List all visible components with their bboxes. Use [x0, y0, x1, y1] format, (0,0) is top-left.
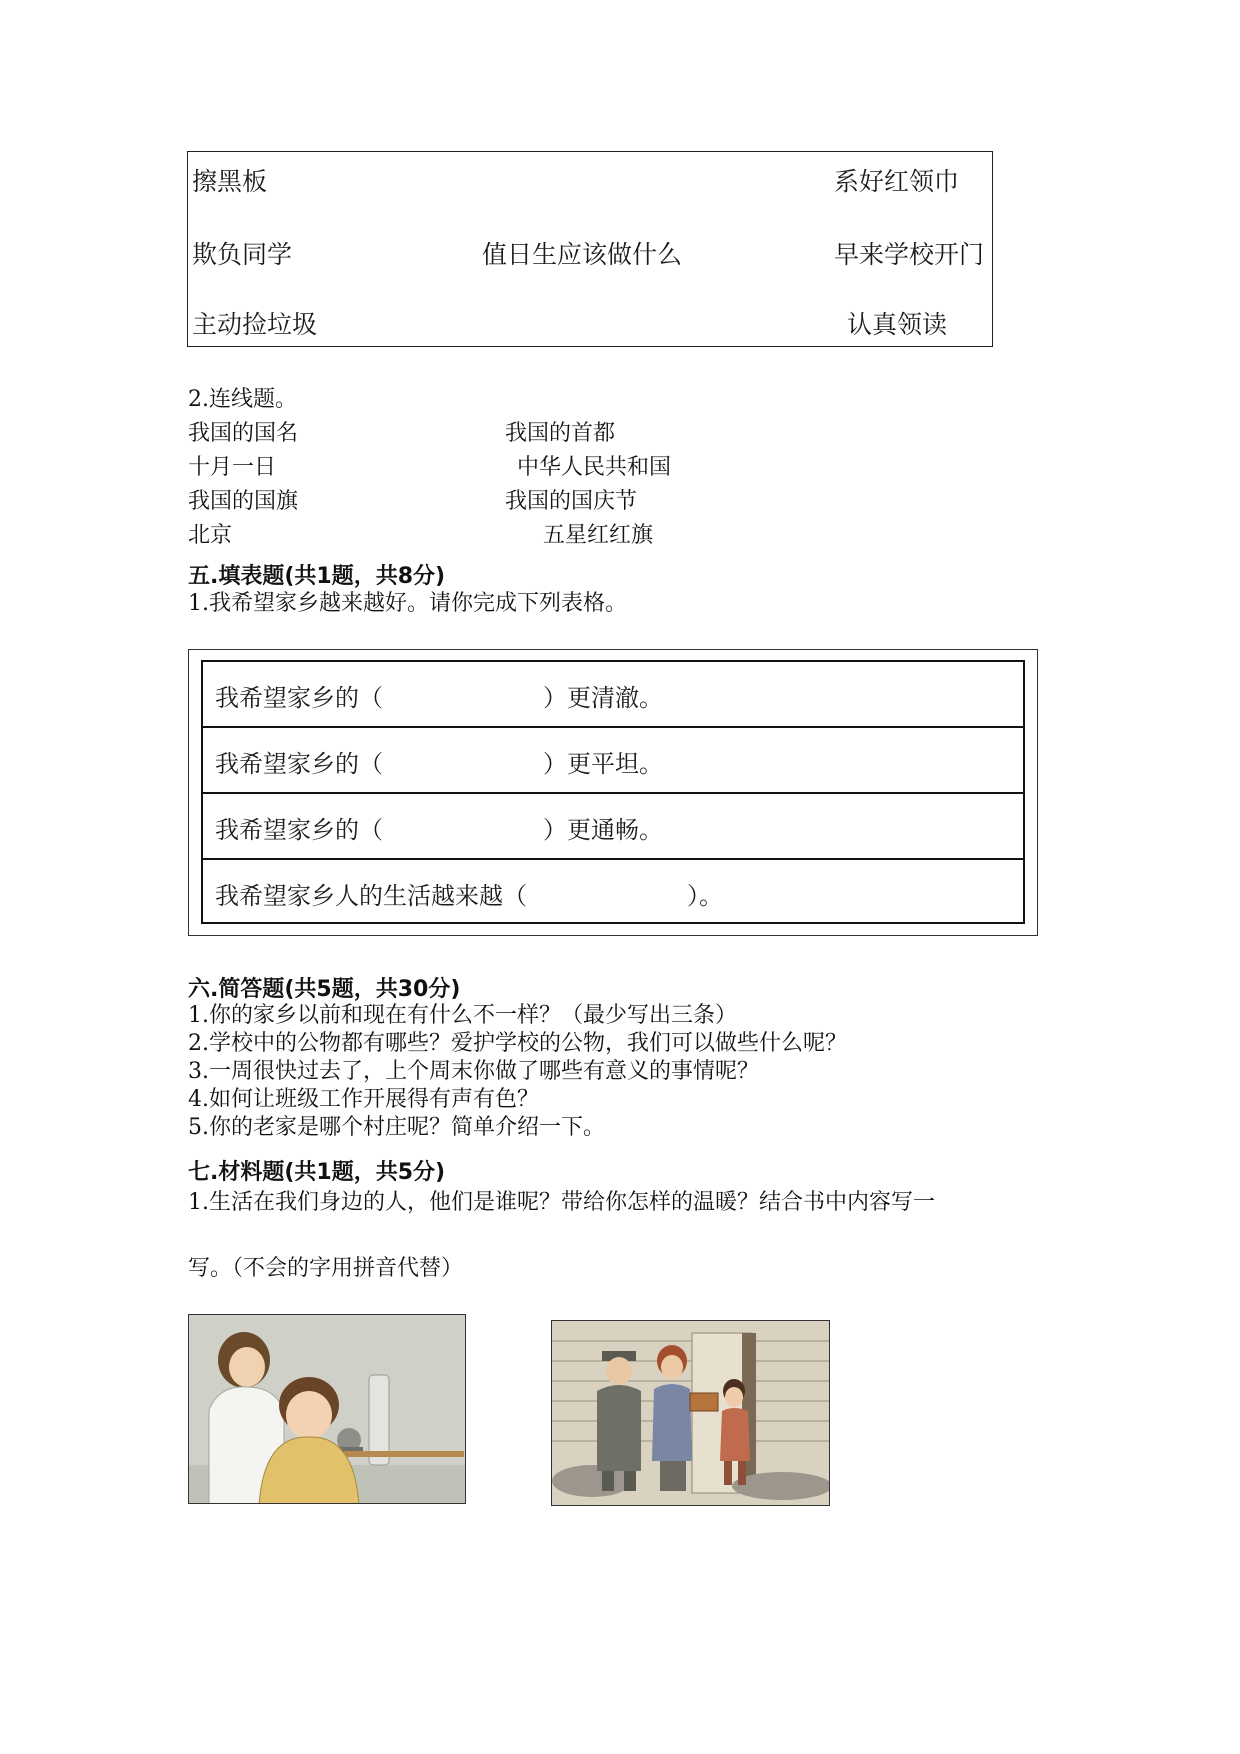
barber-illustration	[188, 1314, 466, 1504]
section-6-question-3: 3.一周很快过去了，上个周末你做了哪些有意义的事情呢？	[188, 1059, 759, 1084]
match-right-4: 五星红红旗	[543, 523, 654, 548]
postman-scene-image	[552, 1321, 830, 1506]
duty-item-left-1: 擦黑板	[192, 167, 268, 196]
match-right-1: 我国的首都	[505, 421, 616, 446]
duty-center-title: 值日生应该做什么	[482, 240, 683, 269]
match-left-4: 北京	[188, 523, 233, 548]
hope-row-4-prefix: 我希望家乡人的生活越来越（	[215, 882, 527, 910]
section-5-heading: 五.填表题(共1题，共8分)	[188, 564, 446, 589]
hope-row-4	[203, 860, 1023, 922]
duty-item-right-2: 早来学校开门	[834, 240, 985, 269]
section-6-question-2: 2.学校中的公物都有哪些？爱护学校的公物，我们可以做些什么呢？	[188, 1031, 847, 1056]
hope-row-2	[203, 728, 1023, 794]
duty-item-left-3: 主动捡垃圾	[192, 310, 318, 339]
hope-row-2-suffix: ）更平坦。	[543, 750, 663, 778]
match-right-3: 我国的国庆节	[505, 489, 638, 514]
section-6-question-5: 5.你的老家是哪个村庄呢？简单介绍一下。	[188, 1115, 605, 1140]
postman-illustration	[551, 1320, 830, 1506]
section-6-heading: 六.简答题(共5题，共30分)	[188, 977, 461, 1002]
hope-row-4-suffix: ）。	[687, 882, 723, 910]
barber-scene-image	[189, 1315, 466, 1504]
section-6-question-4: 4.如何让班级工作开展得有声有色？	[188, 1087, 539, 1112]
hope-table-frame	[188, 649, 1038, 936]
section-7-question-line-2: 写。（不会的字用拼音代替）	[188, 1256, 464, 1281]
match-left-1: 我国的国名	[188, 421, 299, 446]
duty-item-left-2: 欺负同学	[192, 240, 293, 269]
hope-table	[201, 660, 1025, 924]
match-left-3: 我国的国旗	[188, 489, 299, 514]
hope-row-3-prefix: 我希望家乡的（	[215, 816, 383, 844]
section-7-heading: 七.材料题(共1题，共5分)	[188, 1160, 446, 1185]
section-5-question: 1.我希望家乡越来越好。请你完成下列表格。	[188, 591, 627, 616]
section-7-question-line-1: 1.生活在我们身边的人，他们是谁呢？带给你怎样的温暖？结合书中内容写一	[188, 1190, 935, 1215]
hope-row-2-prefix: 我希望家乡的（	[215, 750, 383, 778]
match-right-2: 中华人民共和国	[517, 455, 672, 480]
match-left-2: 十月一日	[188, 455, 277, 480]
hope-row-1-prefix: 我希望家乡的（	[215, 684, 383, 712]
duty-item-right-1: 系好红领巾	[834, 167, 960, 196]
section-6-question-1: 1.你的家乡以前和现在有什么不一样？（最少写出三条）	[188, 1003, 737, 1028]
hope-row-3-suffix: ）更通畅。	[543, 816, 663, 844]
duty-item-right-3: 认真领读	[847, 310, 948, 339]
question-2-title: 2.连线题。	[188, 387, 297, 412]
hope-row-3	[203, 794, 1023, 860]
hope-row-1-suffix: ）更清澈。	[543, 684, 663, 712]
duty-sorting-box	[187, 151, 993, 347]
hope-row-1	[203, 662, 1023, 728]
